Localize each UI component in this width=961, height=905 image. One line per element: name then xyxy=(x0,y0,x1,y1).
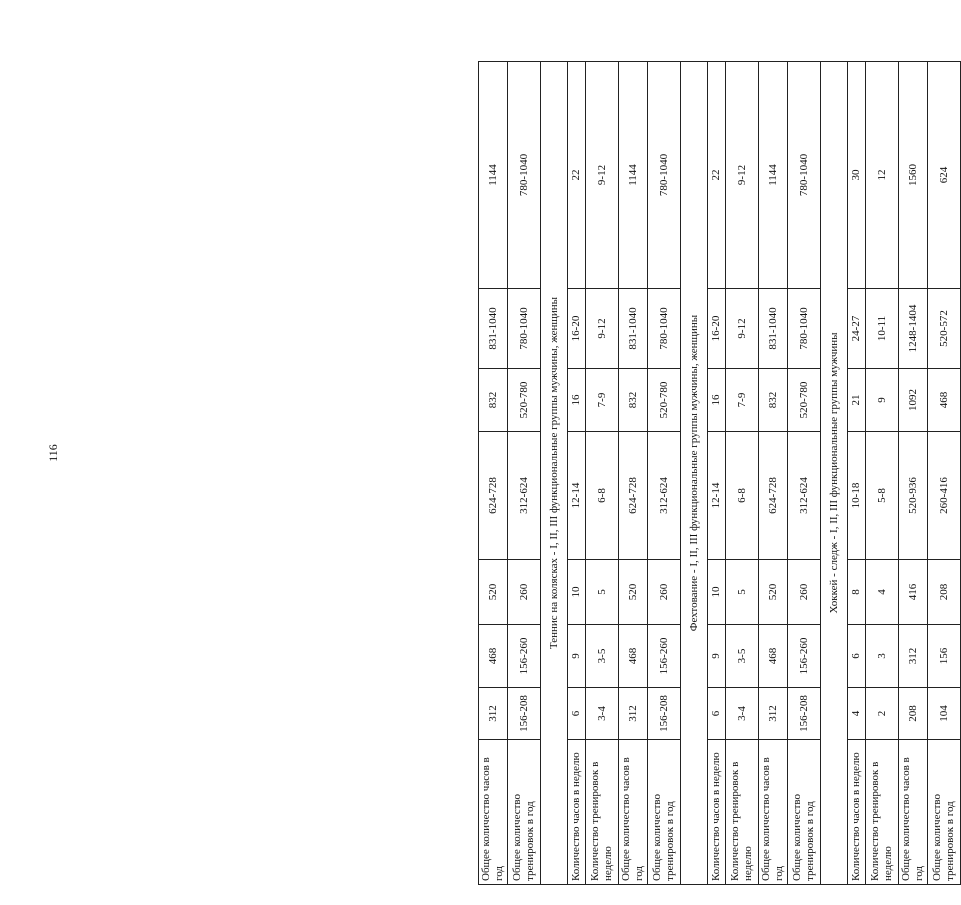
table-cell: 312-624 xyxy=(788,432,821,560)
row-label: Общее количество часов в год xyxy=(619,740,648,885)
table-cell: 624-728 xyxy=(759,432,788,560)
table-row xyxy=(759,62,788,885)
table-cell: 5 xyxy=(726,560,759,625)
table-cell: 312-624 xyxy=(648,432,681,560)
table-cell: 6 xyxy=(708,688,726,740)
table-cell: 1144 xyxy=(479,62,508,289)
table-cell: 3-5 xyxy=(726,625,759,688)
table-cell: 832 xyxy=(619,369,648,432)
table-cell: 831-1040 xyxy=(619,289,648,369)
table-cell: 520-572 xyxy=(928,289,961,369)
row-label: Количество тренировок в неделю xyxy=(726,740,759,885)
section-header-row xyxy=(541,62,568,885)
table-cell: 10 xyxy=(568,560,586,625)
table-row xyxy=(848,62,866,885)
table-cell: 2 xyxy=(866,688,899,740)
table-cell: 104 xyxy=(928,688,961,740)
table-cell: 21 xyxy=(848,369,866,432)
table-cell: 832 xyxy=(479,369,508,432)
table-cell: 312-624 xyxy=(508,432,541,560)
table-cell: 156-208 xyxy=(788,688,821,740)
table-cell: 624-728 xyxy=(619,432,648,560)
table-cell: 468 xyxy=(479,625,508,688)
table-cell: 832 xyxy=(759,369,788,432)
table-cell: 831-1040 xyxy=(479,289,508,369)
table-cell: 7-9 xyxy=(726,369,759,432)
table-cell: 520-780 xyxy=(648,369,681,432)
table-row xyxy=(726,62,759,885)
table-cell: 1144 xyxy=(619,62,648,289)
row-label: Общее количество тренировок в год xyxy=(508,740,541,885)
table-cell: 10-18 xyxy=(848,432,866,560)
table-row xyxy=(568,62,586,885)
table-cell: 9-12 xyxy=(726,289,759,369)
table-row xyxy=(928,62,961,885)
table-cell: 520 xyxy=(619,560,648,625)
table-cell: 156 xyxy=(928,625,961,688)
table-cell: 1144 xyxy=(759,62,788,289)
row-label: Количество часов в неделю xyxy=(708,740,726,885)
table-cell: 312 xyxy=(619,688,648,740)
table-cell: 468 xyxy=(928,369,961,432)
table-cell: 260 xyxy=(508,560,541,625)
table-cell: 624 xyxy=(928,62,961,289)
table-cell: 6 xyxy=(848,625,866,688)
section-title: Хоккей - следж - I, II, III функциональные группы мужчины xyxy=(821,62,848,885)
table-cell: 1560 xyxy=(899,62,928,289)
table-cell: 3-5 xyxy=(586,625,619,688)
table-cell: 312 xyxy=(899,625,928,688)
table-cell: 156-260 xyxy=(648,625,681,688)
table-cell: 5 xyxy=(586,560,619,625)
table-row xyxy=(866,62,899,885)
table-cell: 416 xyxy=(899,560,928,625)
table-cell: 260-416 xyxy=(928,432,961,560)
table-row xyxy=(708,62,726,885)
table-cell: 10-11 xyxy=(866,289,899,369)
table-cell: 22 xyxy=(708,62,726,289)
table-cell: 520-780 xyxy=(788,369,821,432)
table-row xyxy=(479,62,508,885)
table-cell: 468 xyxy=(759,625,788,688)
table-row xyxy=(788,62,821,885)
table-row xyxy=(648,62,681,885)
table-cell: 520-936 xyxy=(899,432,928,560)
section-header-row xyxy=(681,62,708,885)
row-label: Общее количество тренировок в год xyxy=(788,740,821,885)
table-cell: 6-8 xyxy=(726,432,759,560)
table-cell: 5-8 xyxy=(866,432,899,560)
rotated-table-wrapper xyxy=(478,62,956,885)
table-cell: 780-1040 xyxy=(648,62,681,289)
table-cell: 12-14 xyxy=(708,432,726,560)
table-cell: 12-14 xyxy=(568,432,586,560)
row-label: Общее количество часов в год xyxy=(759,740,788,885)
table-cell: 16 xyxy=(708,369,726,432)
row-label: Количество тренировок в неделю xyxy=(866,740,899,885)
table-cell: 6 xyxy=(568,688,586,740)
table-cell: 3-4 xyxy=(726,688,759,740)
table-cell: 208 xyxy=(928,560,961,625)
table-cell: 24-27 xyxy=(848,289,866,369)
table-cell: 22 xyxy=(568,62,586,289)
table-cell: 9-12 xyxy=(586,289,619,369)
training-load-table xyxy=(478,61,961,885)
table-cell: 8 xyxy=(848,560,866,625)
table-cell: 7-9 xyxy=(586,369,619,432)
table-cell: 156-260 xyxy=(508,625,541,688)
table-cell: 520 xyxy=(759,560,788,625)
table-cell: 4 xyxy=(866,560,899,625)
table-cell: 156-208 xyxy=(508,688,541,740)
section-header-row xyxy=(821,62,848,885)
table-cell: 780-1040 xyxy=(508,289,541,369)
table-cell: 780-1040 xyxy=(788,289,821,369)
table-cell: 312 xyxy=(479,688,508,740)
row-label: Количество часов в неделю xyxy=(568,740,586,885)
table-cell: 9 xyxy=(866,369,899,432)
table-cell: 12 xyxy=(866,62,899,289)
table-row xyxy=(619,62,648,885)
row-label: Общее количество часов в год xyxy=(899,740,928,885)
table-cell: 4 xyxy=(848,688,866,740)
table-cell: 780-1040 xyxy=(788,62,821,289)
table-cell: 520-780 xyxy=(508,369,541,432)
table-cell: 156-260 xyxy=(788,625,821,688)
table-cell: 3 xyxy=(866,625,899,688)
table-cell: 3-4 xyxy=(586,688,619,740)
table-cell: 1248-1404 xyxy=(899,289,928,369)
row-label: Общее количество часов в год xyxy=(479,740,508,885)
table-cell: 831-1040 xyxy=(759,289,788,369)
table-row xyxy=(508,62,541,885)
table-cell: 30 xyxy=(848,62,866,289)
table-cell: 9 xyxy=(708,625,726,688)
table-cell: 16-20 xyxy=(568,289,586,369)
table-cell: 468 xyxy=(619,625,648,688)
table-cell: 624-728 xyxy=(479,432,508,560)
table-cell: 16-20 xyxy=(708,289,726,369)
table-cell: 780-1040 xyxy=(648,289,681,369)
row-label: Общее количество тренировок в год xyxy=(928,740,961,885)
table-cell: 9-12 xyxy=(726,62,759,289)
table-body xyxy=(479,62,961,885)
page-number: 116 xyxy=(46,444,60,462)
table-cell: 260 xyxy=(648,560,681,625)
table-cell: 9-12 xyxy=(586,62,619,289)
table-cell: 156-208 xyxy=(648,688,681,740)
row-label: Количество часов в неделю xyxy=(848,740,866,885)
table-cell: 16 xyxy=(568,369,586,432)
table-cell: 208 xyxy=(899,688,928,740)
table-cell: 260 xyxy=(788,560,821,625)
table-cell: 312 xyxy=(759,688,788,740)
row-label: Количество тренировок в неделю xyxy=(586,740,619,885)
section-title: Теннис на колясках - I, II, III функциональные группы мужчины, женщины xyxy=(541,62,568,885)
table-row xyxy=(586,62,619,885)
table-row xyxy=(899,62,928,885)
table-cell: 9 xyxy=(568,625,586,688)
table-cell: 780-1040 xyxy=(508,62,541,289)
table-cell: 6-8 xyxy=(586,432,619,560)
table-cell: 520 xyxy=(479,560,508,625)
row-label: Общее количество тренировок в год xyxy=(648,740,681,885)
table-cell: 1092 xyxy=(899,369,928,432)
section-title: Фехтование - I, II, III функциональные группы мужчины, женщины xyxy=(681,62,708,885)
table-cell: 10 xyxy=(708,560,726,625)
